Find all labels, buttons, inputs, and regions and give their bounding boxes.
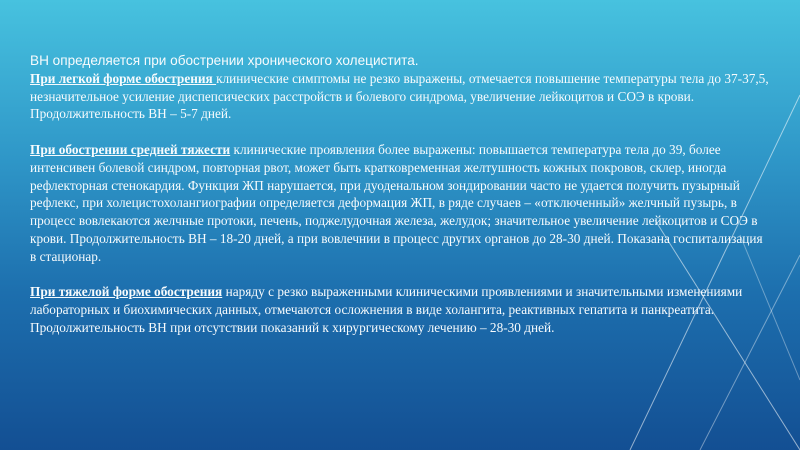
- paragraph-lead: При тяжелой форме обострения: [30, 284, 223, 300]
- paragraph-lead: При легкой форме обострения: [30, 70, 217, 86]
- paragraph-text: клинические симптомы не резко выражены, отмечается повышение температуры тела до 37-37,5, незначительное усиление диспепсических расстройств и болевого синдрома, увеличение лейкоцитов и СОЭ в крови. Продолжительность ВН – 5-7 дней.: [30, 70, 769, 122]
- paragraph-text: клинические проявления более выражены: повышается температура тела до 39, более интенсивен болевой синдром, повторная рвот, может быть кратковременная желтушность кожных покровов, склер, иногда рефлекторная стенокардия. Функция ЖП нарушается, при дуоденальном зондировании часто не удается получить пузырный рефлекс, при холецистохолангиографии определяется деформация ЖП, в ряде случаев – «отключенный» желчный пузырь, в процесс вовлекаются желчные протоки, печень, поджелудочная железа, желудок; значительное увеличение лейкоцитов и СОЭ в крови. Продолжительность ВН – 18-20 дней, а при вовлечнии в процесс других органов до 28-30 дней. Показана госпитализация в стационар.: [30, 141, 763, 264]
- slide-body: [30, 52, 772, 337]
- paragraph-mild: [30, 70, 772, 123]
- paragraph-text: наряду с резко выраженными клиническими проявлениями и значительными изменениями лабораторных и биохимических данных, отмечаются осложнения в виде холангита, реактивных гепатита и панкреатита. Продолжительность ВН при отсутствии показаний к хирургическому лечению – 28-30 дней.: [30, 284, 743, 335]
- paragraph-lead: При обострении средней тяжести: [30, 141, 231, 157]
- paragraph-moderate: [30, 141, 772, 266]
- paragraph-severe: [30, 283, 772, 336]
- slide-title: ВН определяется при обострении хронического холецистита.: [30, 53, 419, 68]
